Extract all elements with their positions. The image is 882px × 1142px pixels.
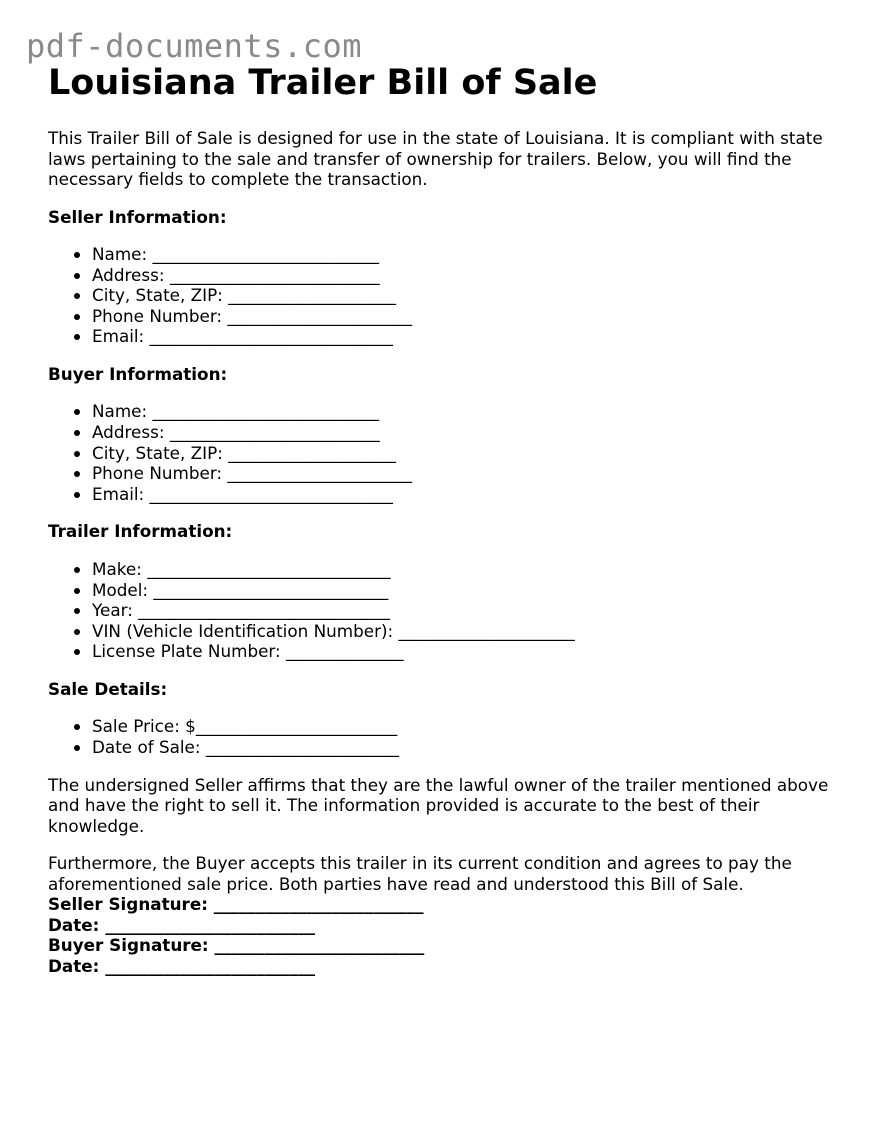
buyer-signature-line: Buyer Signature: _________________________ — [48, 935, 425, 956]
buyer-address-field: Address: _________________________ — [92, 422, 848, 443]
trailer-fields-list — [48, 559, 848, 662]
buyer-section-heading: Buyer Information: — [48, 363, 228, 384]
intro-paragraph: This Trailer Bill of Sale is designed for use in the state of Louisiana. It is compliant with state laws pertaining to the sale and transfer of ownership for trailers. Below, you will find the necessary fields to complete the transaction. — [48, 128, 823, 189]
buyer-city-state-zip-field: City, State, ZIP: ____________________ — [92, 443, 848, 464]
acceptance-paragraph: Furthermore, the Buyer accepts this trailer in its current condition and agrees to pay the aforementioned sale price. Both parties have read and understood this Bill of Sale. — [48, 853, 792, 894]
seller-name-field: Name: ___________________________ — [92, 244, 848, 265]
trailer-make-field: Make: _____________________________ — [92, 559, 848, 580]
trailer-year-field: Year: ______________________________ — [92, 600, 848, 621]
seller-fields-list — [48, 244, 848, 347]
affirmation-paragraph: The undersigned Seller affirms that they are the lawful owner of the trailer mentioned above and have the right to sell it. The information provided is accurate to the best of their knowledge. — [48, 774, 829, 836]
buyer-name-field: Name: ___________________________ — [92, 401, 848, 422]
seller-date-line: Date: _________________________ — [48, 914, 315, 935]
trailer-vin-field: VIN (Vehicle Identification Number): _____________________ — [92, 621, 848, 642]
sale-price-field: Sale Price: $________________________ — [92, 716, 848, 737]
buyer-date-line: Date: _________________________ — [48, 955, 315, 976]
seller-address-field: Address: _________________________ — [92, 265, 848, 286]
buyer-email-field: Email: _____________________________ — [92, 484, 848, 505]
trailer-model-field: Model: ____________________________ — [92, 580, 848, 601]
document-title: Louisiana Trailer Bill of Sale — [48, 63, 598, 103]
seller-phone-field: Phone Number: ______________________ — [92, 306, 848, 327]
seller-city-state-zip-field: City, State, ZIP: ____________________ — [92, 285, 848, 306]
seller-signature-line: Seller Signature: _________________________ — [48, 894, 424, 915]
trailer-section-heading: Trailer Information: — [48, 521, 233, 542]
watermark: pdf-documents.com — [26, 27, 363, 65]
trailer-license-plate-field: License Plate Number: ______________ — [92, 641, 848, 662]
sale-section-heading: Sale Details: — [48, 678, 168, 699]
sale-fields-list — [48, 716, 848, 757]
document-page — [48, 62, 848, 976]
sale-date-field: Date of Sale: _______________________ — [92, 737, 848, 758]
buyer-phone-field: Phone Number: ______________________ — [92, 463, 848, 484]
seller-email-field: Email: _____________________________ — [92, 326, 848, 347]
buyer-fields-list — [48, 401, 848, 504]
seller-section-heading: Seller Information: — [48, 206, 227, 227]
